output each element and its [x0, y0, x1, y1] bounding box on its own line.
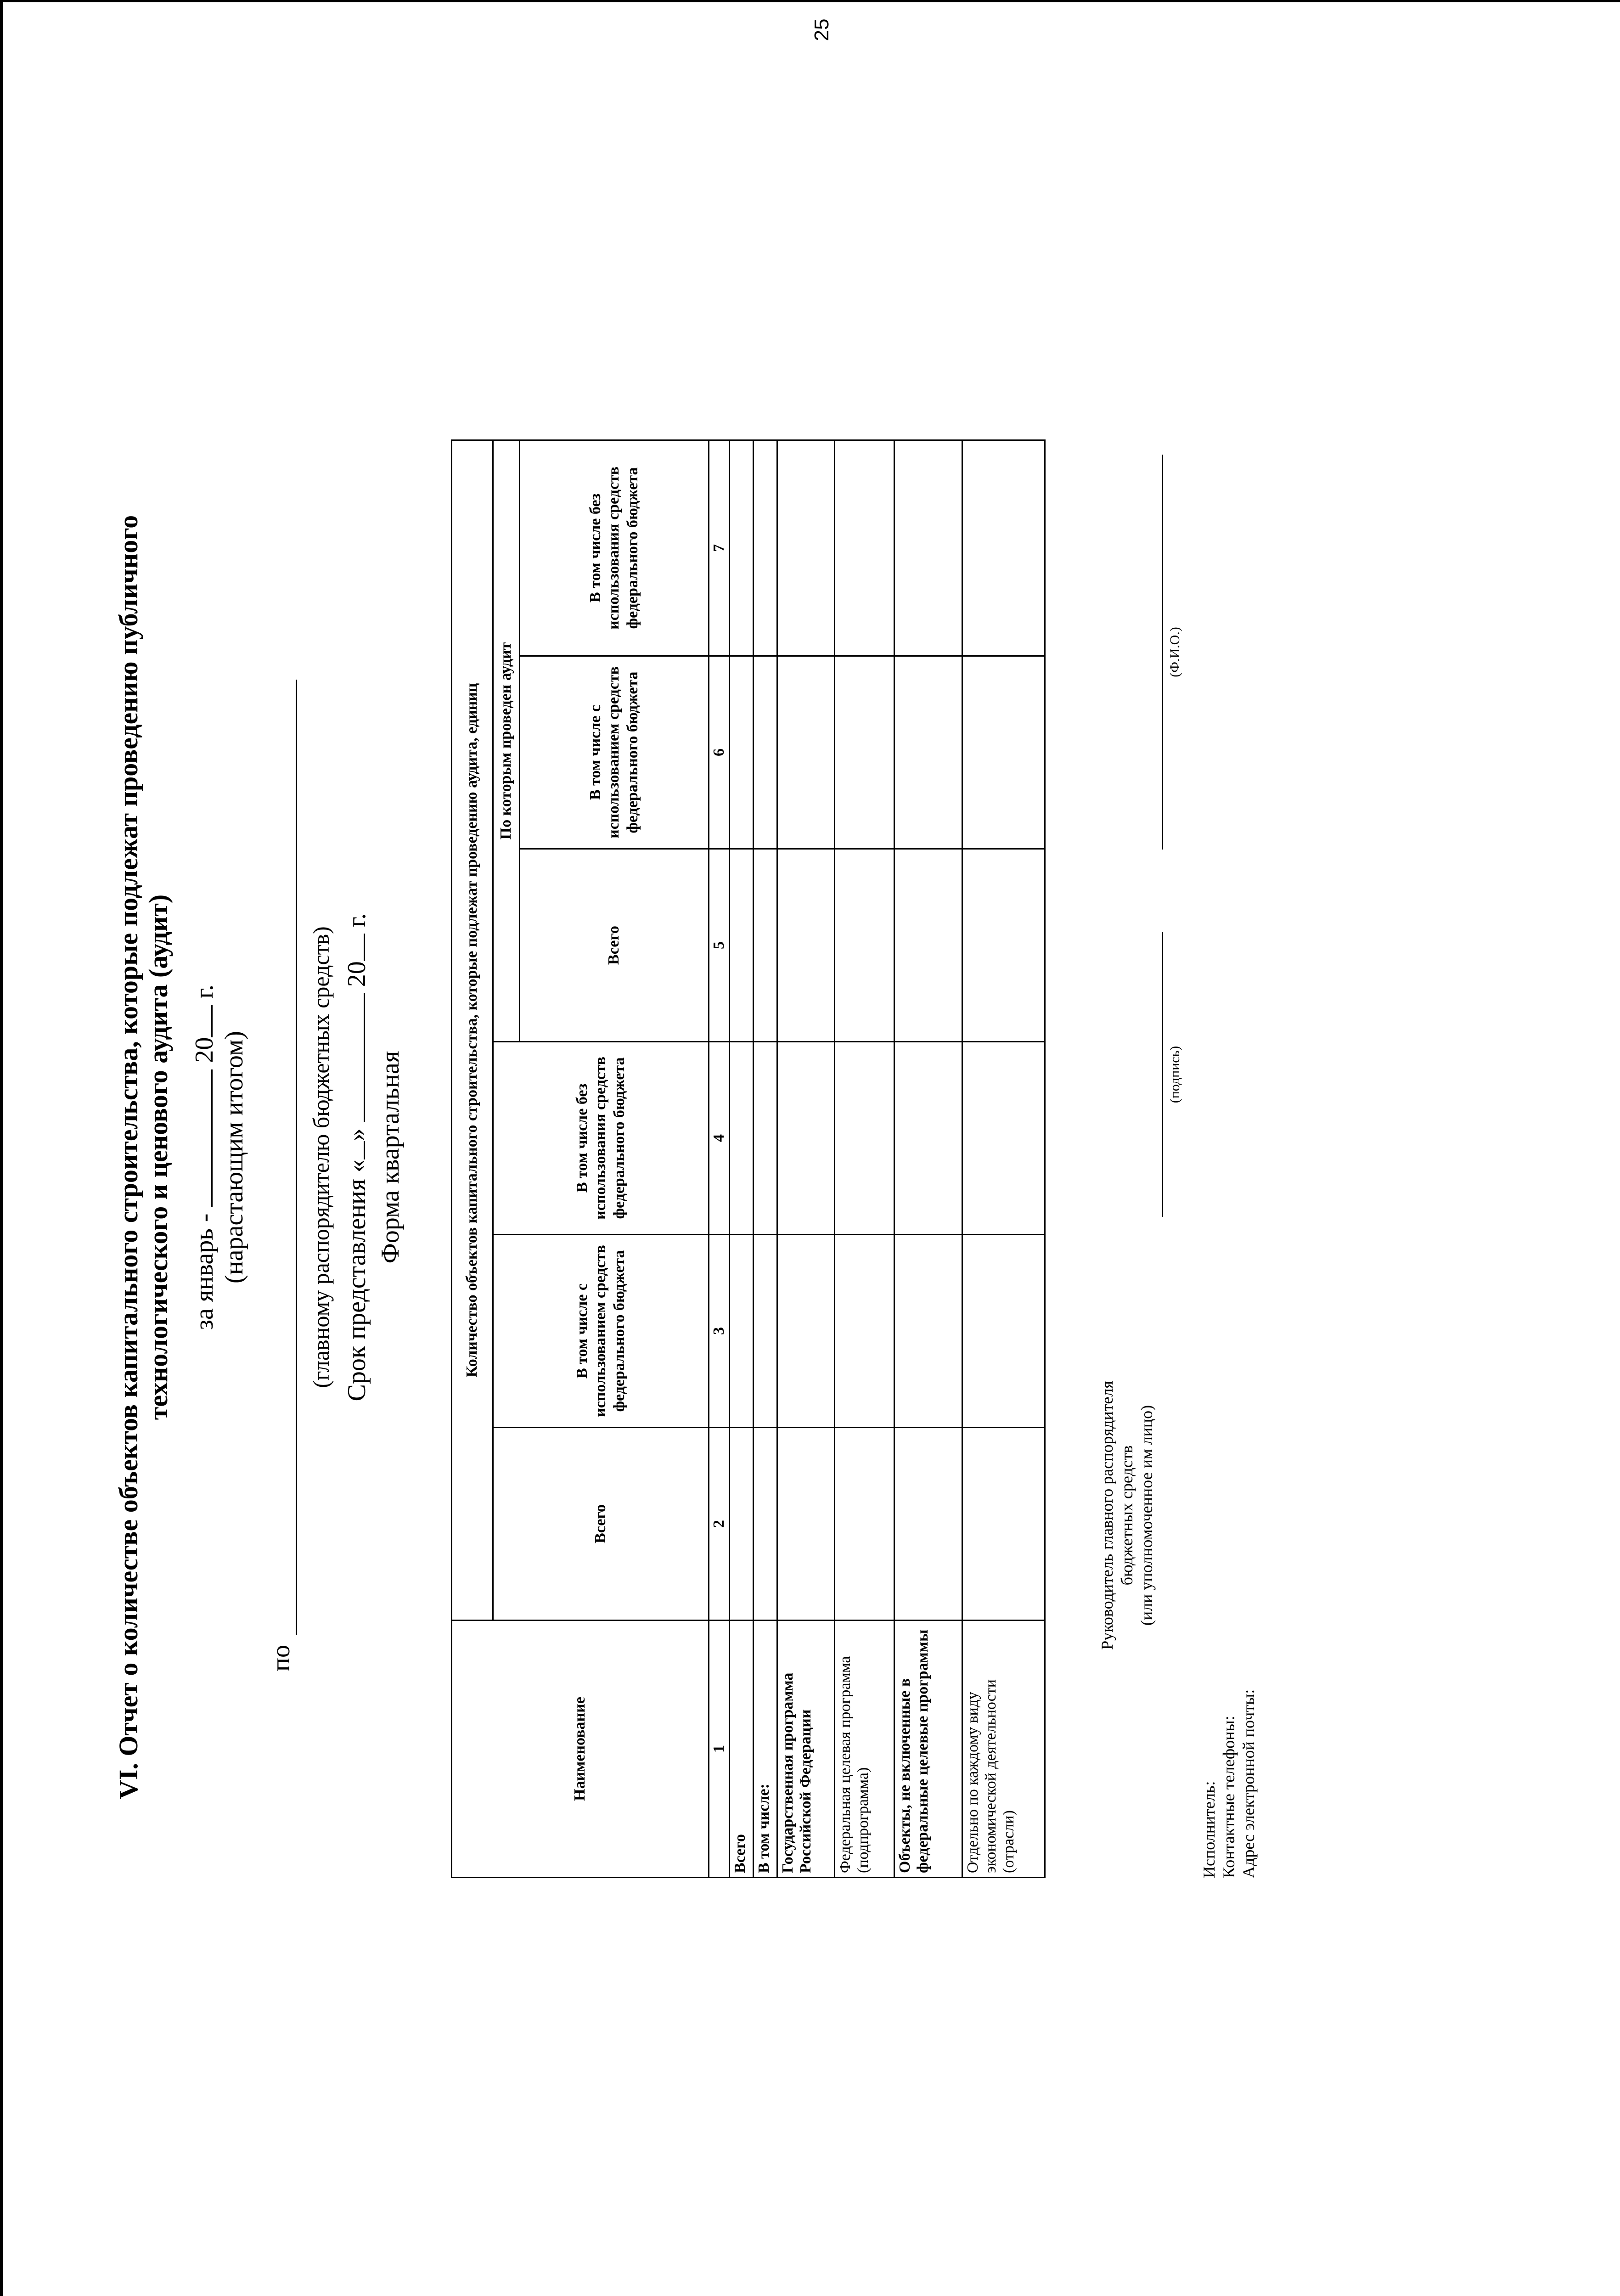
column-number: 7 — [709, 440, 730, 656]
report-table — [451, 439, 1046, 1878]
row-label-total: Всего — [730, 1621, 754, 1878]
table-cell[interactable] — [730, 1042, 754, 1235]
table-cell[interactable] — [962, 1428, 1045, 1621]
signature-field[interactable] — [1162, 932, 1163, 1217]
table-cell[interactable] — [962, 440, 1045, 656]
table-cell[interactable] — [962, 656, 1045, 849]
deadline — [340, 0, 371, 2296]
table-cell[interactable] — [894, 1235, 962, 1428]
table-header-row-1 — [452, 440, 493, 1877]
executor-label: Исполнитель: — [1200, 1781, 1218, 1878]
table-cell[interactable] — [894, 1042, 962, 1235]
header-without-federal: В том числе без использования средств федерального бюджета — [493, 1042, 709, 1235]
period-month-field[interactable] — [187, 1069, 213, 1207]
deadline-middle: » — [343, 1128, 371, 1142]
header-name: Наименование — [452, 1621, 709, 1878]
table-cell[interactable] — [835, 849, 894, 1042]
signatory-line-3: (или уполномоченное им лицо) — [1137, 1405, 1156, 1626]
table-cell[interactable] — [754, 656, 777, 849]
table-cell[interactable] — [730, 440, 754, 656]
page-number: 25 — [810, 18, 833, 41]
column-number: 6 — [709, 656, 730, 849]
header-audited-total: Всего — [520, 849, 709, 1042]
table-row — [777, 440, 835, 1877]
header-audited: По которым проведен аудит — [493, 440, 520, 1041]
header-total: Всего — [493, 1428, 709, 1621]
table-cell[interactable] — [730, 849, 754, 1042]
table-row — [835, 440, 894, 1877]
deadline-year-field[interactable] — [340, 934, 365, 961]
table-row — [962, 440, 1045, 1877]
row-label-including: В том числе: — [754, 1621, 777, 1878]
table-cell[interactable] — [962, 1235, 1045, 1428]
period-year-suffix: г. — [190, 984, 219, 999]
column-number-row — [709, 440, 730, 1877]
report-title-line-2: технологического и ценового аудита (аудит) — [143, 894, 173, 1420]
header-audited-with-federal: В том числе с использованием средств федерального бюджета — [520, 656, 709, 849]
reporting-period — [187, 0, 219, 2296]
table-cell[interactable] — [777, 849, 835, 1042]
table-cell[interactable] — [730, 1428, 754, 1621]
header-audited-without-federal: В том числе без использования средств федерального бюджета — [520, 440, 709, 656]
table-cell[interactable] — [835, 656, 894, 849]
full-name-field[interactable] — [1162, 455, 1163, 850]
table-cell[interactable] — [730, 656, 754, 849]
email-label: Адрес электронной почты: — [1239, 1689, 1258, 1878]
table-cell[interactable] — [777, 1235, 835, 1428]
column-number: 1 — [709, 1621, 730, 1878]
column-number: 3 — [709, 1235, 730, 1428]
column-number: 5 — [709, 849, 730, 1042]
column-number: 2 — [709, 1428, 730, 1621]
table-cell[interactable] — [835, 1428, 894, 1621]
table-cell[interactable] — [894, 1428, 962, 1621]
recipient-prefix: по — [267, 1645, 295, 1671]
header-with-federal: В том числе с использованием средств федерального бюджета — [493, 1235, 709, 1428]
table-cell[interactable] — [754, 1235, 777, 1428]
table-cell[interactable] — [754, 440, 777, 656]
deadline-month-field[interactable] — [340, 993, 365, 1122]
column-number: 4 — [709, 1042, 730, 1235]
period-prefix: за январь - — [190, 1213, 219, 1330]
signatory-line-2: бюджетных средств — [1118, 1445, 1136, 1586]
recipient-field[interactable] — [272, 680, 297, 1635]
recipient-caption: (главному распорядителю бюджетных средств) — [308, 926, 334, 1388]
row-label-by-activity: Отдельно по каждому виду экономической деятельности (отрасли) — [962, 1621, 1045, 1878]
executor-block — [1199, 1465, 1259, 1878]
signatory-block — [1097, 1341, 1157, 1690]
signatory-line-1: Руководитель главного распорядителя — [1098, 1381, 1116, 1650]
deadline-year-suffix: г. — [343, 913, 371, 928]
table-cell[interactable] — [777, 656, 835, 849]
table-cell[interactable] — [777, 1042, 835, 1235]
phones-label: Контактные телефоны: — [1220, 1716, 1238, 1878]
table-cell[interactable] — [754, 849, 777, 1042]
table-cell[interactable] — [777, 440, 835, 656]
table-cell[interactable] — [754, 1428, 777, 1621]
deadline-prefix: Срок представления « — [343, 1159, 371, 1401]
signature-caption: (подпись) — [1167, 1046, 1182, 1103]
table-cell[interactable] — [962, 849, 1045, 1042]
row-label-federal-target-program: Федеральная целевая программа (подпрограмма) — [835, 1621, 894, 1878]
deadline-day-field[interactable] — [340, 1141, 365, 1159]
table-row — [730, 440, 754, 1877]
table-cell[interactable] — [730, 1235, 754, 1428]
table-cell[interactable] — [835, 1235, 894, 1428]
report-title-line-1: VI. Отчет о количестве объектов капитального строительства, которые подлежат проведению публичного — [113, 515, 143, 1800]
table-cell[interactable] — [835, 440, 894, 656]
table-row — [894, 440, 962, 1877]
full-name-caption: (Ф.И.О.) — [1167, 627, 1182, 677]
header-group: Количество объектов капитального строительства, которые подлежат проведению аудита, единиц — [452, 440, 493, 1620]
table-cell[interactable] — [894, 656, 962, 849]
deadline-year-prefix: 20 — [343, 961, 371, 987]
table-cell[interactable] — [754, 1042, 777, 1235]
table-cell[interactable] — [894, 440, 962, 656]
table-row — [754, 440, 777, 1877]
period-note: (нарастающим итогом) — [220, 1031, 248, 1283]
table-cell[interactable] — [894, 849, 962, 1042]
form-type: Форма квартальная — [376, 1051, 405, 1264]
row-label-state-program: Государственная программа Российской Федерации — [777, 1621, 835, 1878]
table-cell[interactable] — [777, 1428, 835, 1621]
period-year-field[interactable] — [187, 1005, 213, 1037]
row-label-not-included-objects: Объекты, не включенные в федеральные целевые программы — [894, 1621, 962, 1878]
report-title — [114, 0, 174, 2296]
table-cell[interactable] — [962, 1042, 1045, 1235]
table-cell[interactable] — [835, 1042, 894, 1235]
period-year-prefix: 20 — [190, 1037, 219, 1063]
